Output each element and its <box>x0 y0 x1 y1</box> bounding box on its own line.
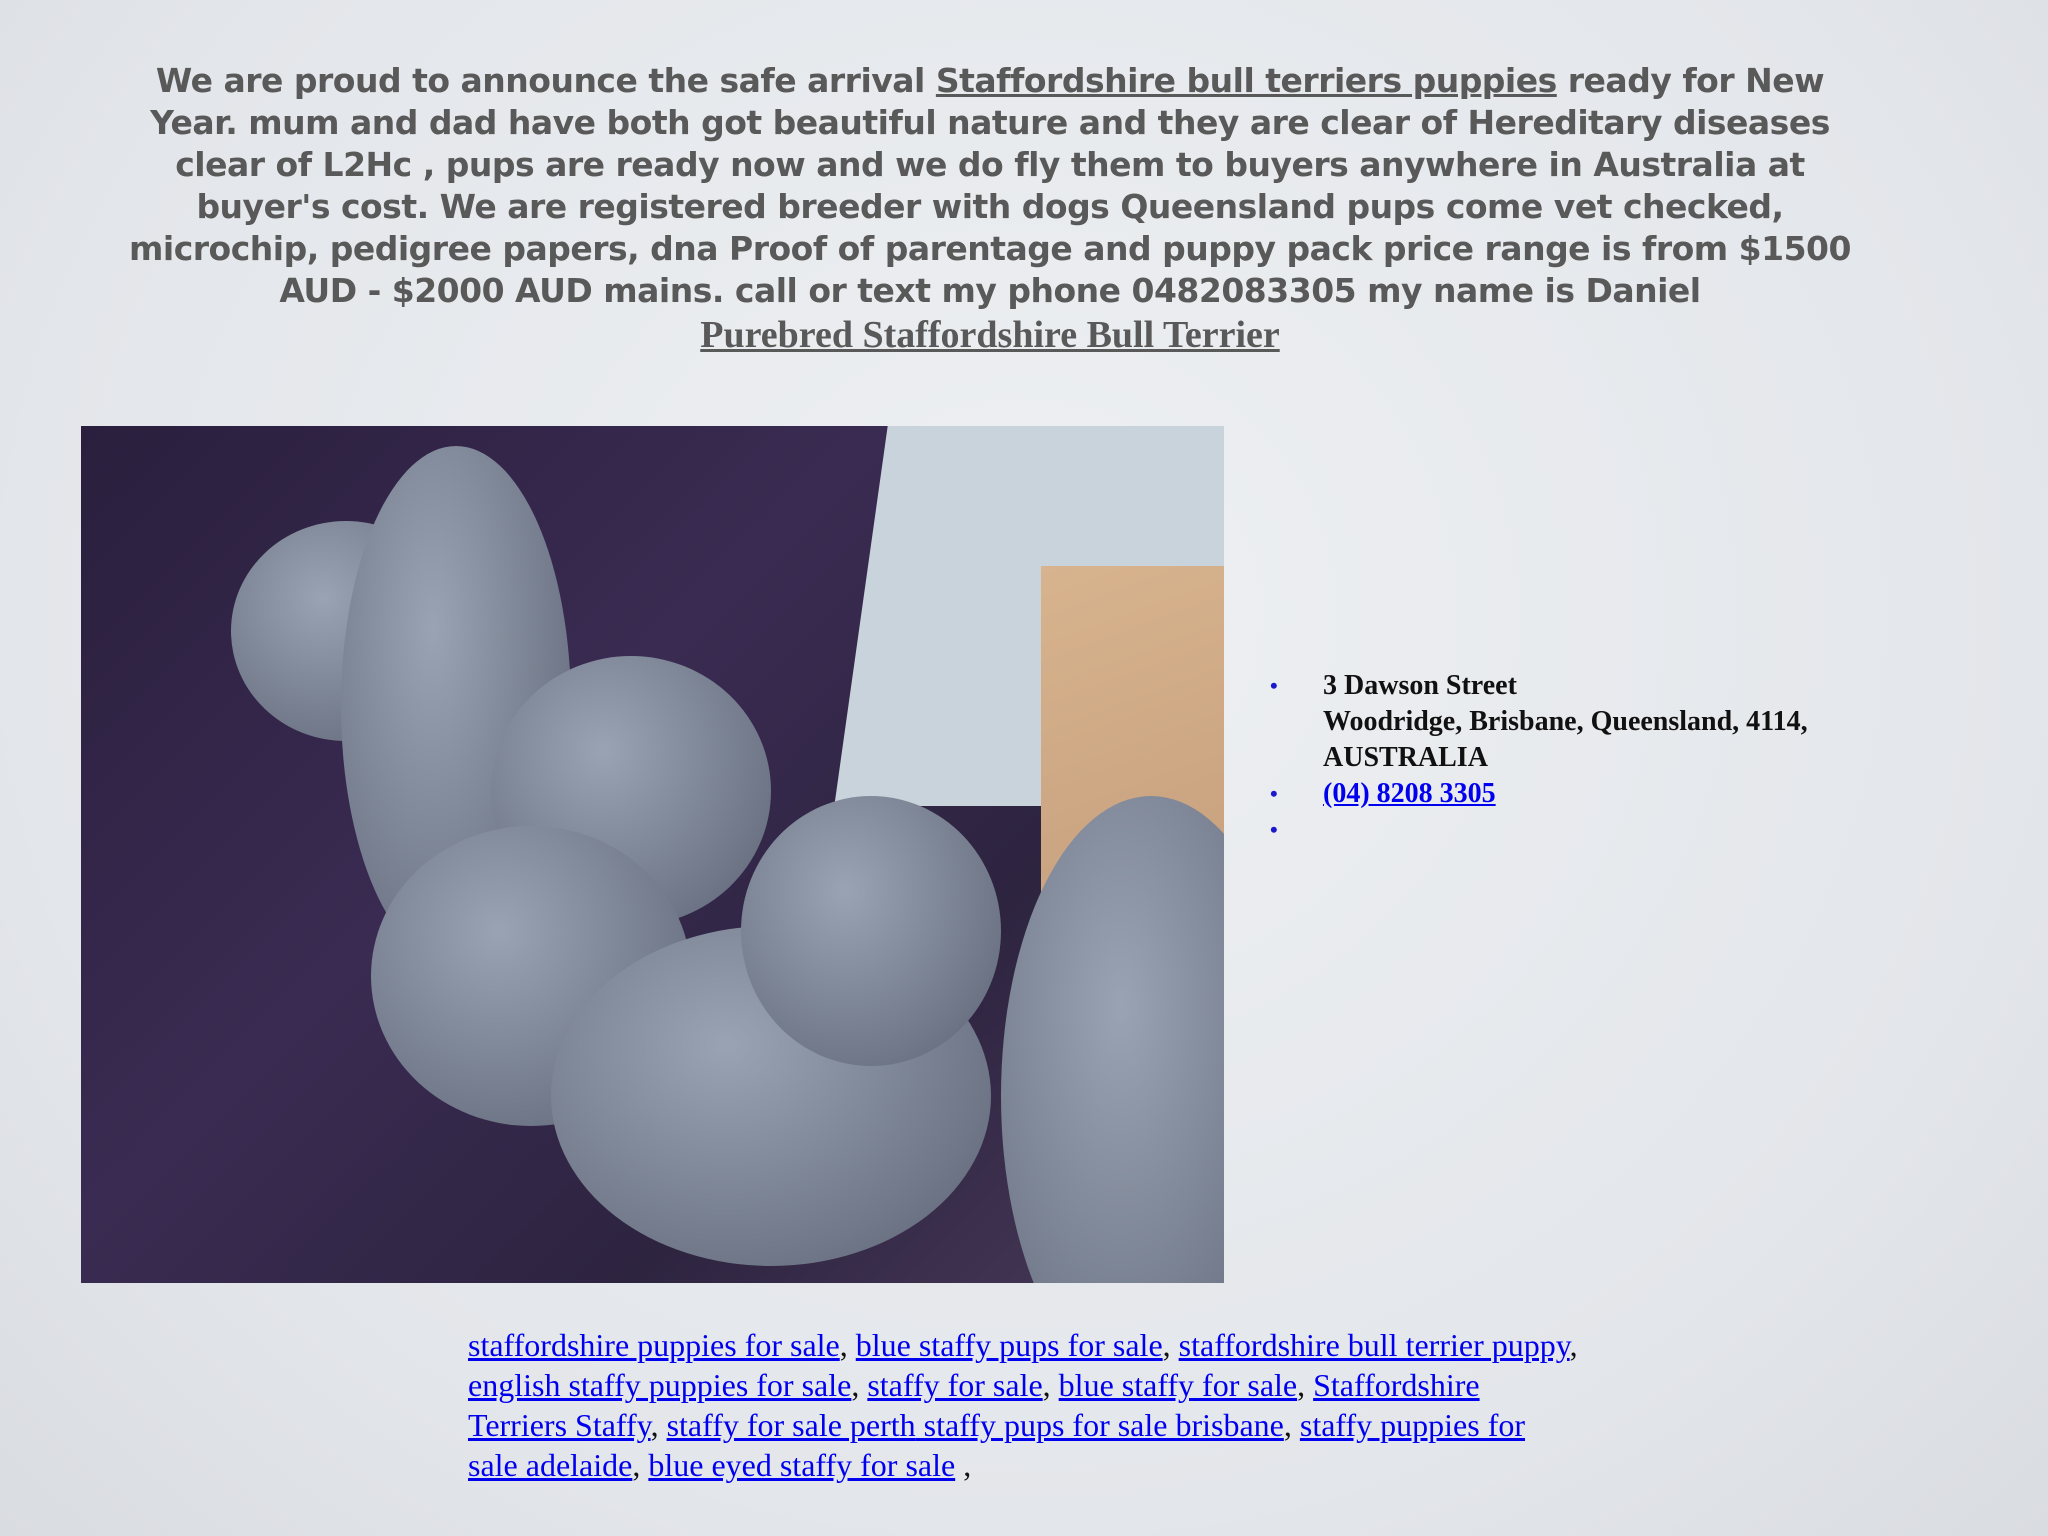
tag-link[interactable]: blue staffy for sale <box>1058 1367 1298 1403</box>
intro-text-start: We are proud to announce the safe arrival <box>155 61 936 100</box>
tag-link[interactable]: Staffordshire Terriers Staffy <box>468 1367 1480 1443</box>
puppy-3 <box>741 796 1001 1066</box>
puppy-4 <box>1001 796 1224 1283</box>
phone-link[interactable]: (04) 8208 3305 <box>1323 778 1496 809</box>
tag-link[interactable]: staffy pups for sale brisbane <box>915 1407 1284 1443</box>
empty-item <box>1270 812 1843 848</box>
tag-link[interactable]: blue staffy pups for sale <box>855 1327 1163 1363</box>
purebred-staffordshire-link[interactable]: Purebred Staffordshire Bull Terrier <box>700 314 1280 356</box>
contact-list <box>1270 668 1843 848</box>
tag-link[interactable]: blue eyed staffy for sale <box>648 1447 956 1483</box>
tag-link[interactable]: english staffy puppies for sale <box>468 1367 852 1403</box>
staffordshire-puppies-link[interactable]: Staffordshire bull terriers puppies <box>935 61 1557 100</box>
tag-link[interactable]: staffordshire bull terrier puppy <box>1178 1327 1570 1363</box>
tag-link[interactable]: staffy puppies for sale adelaide <box>468 1407 1526 1483</box>
tag-link[interactable]: staffy for sale <box>867 1367 1043 1403</box>
intro-paragraph <box>120 60 1860 358</box>
address-line2: Woodridge, Brisbane, Queensland, 4114, AUSTRALIA <box>1323 706 1808 773</box>
phone-item <box>1270 776 1843 812</box>
intro-text-rest: ready for New Year. mum and dad have both got beautiful nature and they are clear of Hereditary diseases clear of L2Hc , pups are ready now and we do fly them to buyers anywhere in Australia at buyer's cost. We are registered breeder with dogs Queensland pups come vet checked, microchip, pedigree papers, dna Proof of parentage and puppy pack price range is from $1500 AUD - $2000 AUD mains. call or text my phone 0482083305 my name is Daniel <box>129 61 1851 310</box>
tag-links: staffordshire puppies for sale, blue staffy pups for sale, staffordshire bull terrier puppy, english staffy puppies for sale, staffy for sale, blue staffy for sale, Staffordshire Terriers Staffy, staffy for sale perth staffy pups for sale brisbane, staffy puppies for sale adelaide, blue eyed staffy for sale , <box>468 1327 1578 1483</box>
tag-link[interactable]: staffy for sale perth <box>666 1407 916 1443</box>
address-item <box>1270 668 1843 776</box>
address-line1: 3 Dawson Street <box>1323 670 1517 701</box>
tag-link[interactable]: staffordshire puppies for sale <box>468 1327 840 1363</box>
puppies-photo <box>81 426 1224 1283</box>
